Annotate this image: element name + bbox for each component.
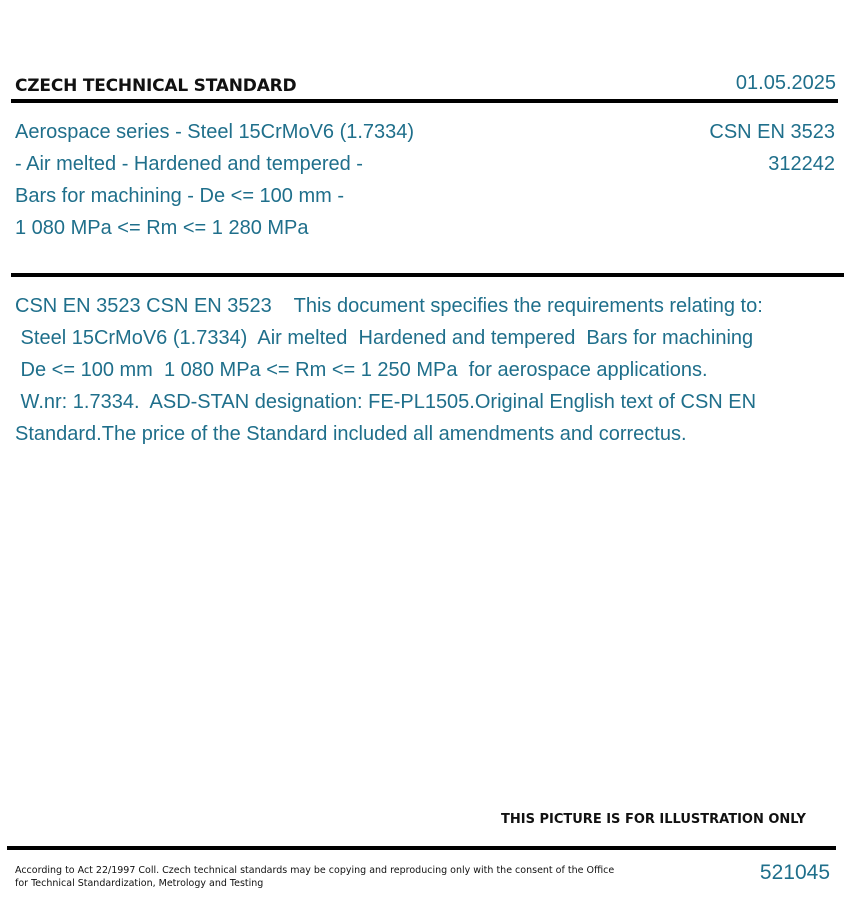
illustration-disclaimer: THIS PICTURE IS FOR ILLUSTRATION ONLY	[501, 812, 806, 827]
catalog-number: 521045	[759, 861, 830, 884]
standard-identifier	[709, 116, 835, 180]
standard-title	[15, 116, 414, 244]
description-line: CSN EN 3523 CSN EN 3523 This document specifies the requirements relating to:	[15, 295, 763, 317]
title-divider	[11, 273, 844, 277]
standard-title-line: Aerospace series - Steel 15CrMoV6 (1.7334)	[15, 121, 415, 143]
legal-notice-line: According to Act 22/1997 Coll. Czech technical standards may be copying and reproducing only with the consent of the Office	[15, 865, 615, 876]
header-divider	[11, 99, 838, 103]
legal-notice	[15, 864, 614, 890]
document-header-title: CZECH TECHNICAL STANDARD	[15, 76, 297, 96]
description-line: Steel 15CrMoV6 (1.7334) Air melted Hardened and tempered Bars for machining	[15, 327, 754, 349]
standard-title-line: 1 080 MPa <= Rm <= 1 280 MPa	[15, 217, 309, 239]
standard-title-line: - Air melted - Hardened and tempered -	[15, 153, 363, 175]
description-line: W.nr: 1.7334. ASD-STAN designation: FE-PL1505.Original English text of CSN EN	[15, 391, 757, 413]
description-line: De <= 100 mm 1 080 MPa <= Rm <= 1 250 MPa for aerospace applications.	[15, 359, 708, 381]
standard-description	[15, 290, 763, 450]
standard-title-line: Bars for machining - De <= 100 mm -	[15, 185, 345, 207]
legal-notice-line: for Technical Standardization, Metrology and Testing	[15, 878, 264, 889]
footer-divider	[7, 846, 836, 850]
document-date: 01.05.2025	[735, 72, 836, 94]
standard-number: 312242	[768, 153, 835, 175]
description-line: Standard.The price of the Standard included all amendments and correctus.	[15, 423, 687, 445]
standard-code: CSN EN 3523	[709, 121, 835, 143]
